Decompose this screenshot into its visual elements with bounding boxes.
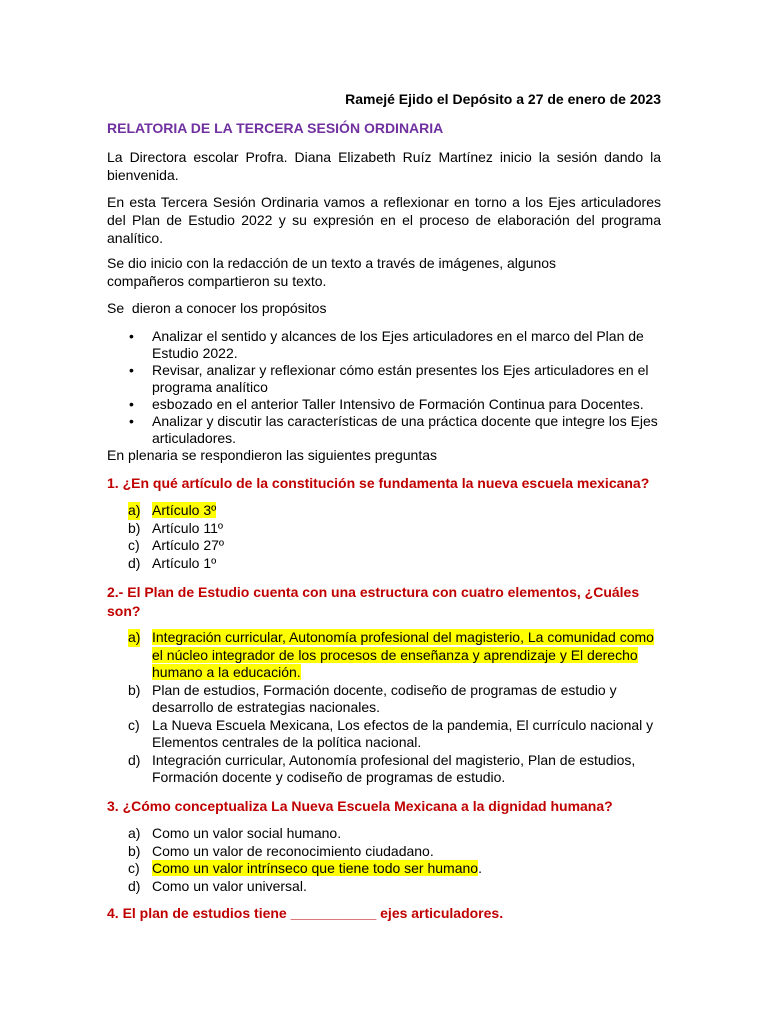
- bullet-icon: •: [129, 413, 134, 429]
- intro-paragraph-3: Se dio inicio con la redacción de un texto a través de imágenes, algunos compañeros compartieron su texto.: [107, 255, 557, 289]
- option-marker: a): [128, 629, 141, 645]
- list-item: • Revisar, analizar y reflexionar cómo están presentes los Ejes articuladores en el programa analítico: [129, 362, 649, 395]
- bullet-icon: •: [129, 328, 134, 344]
- plenary-intro: En plenaria se respondieron las siguientes preguntas: [107, 447, 437, 463]
- document-title: RELATORIA DE LA TERCERA SESIÓN ORDINARIA: [107, 120, 444, 136]
- option-marker: c): [128, 537, 140, 553]
- question-1: 1. ¿En qué artículo de la constitución se fundamenta la nueva escuela mexicana?: [107, 475, 650, 491]
- option-answer-highlighted: Artículo 3º: [152, 502, 217, 518]
- question-2-options: [107, 629, 661, 787]
- intro-paragraph-1: La Directora escolar Profra. Diana Elizabeth Ruíz Martínez inicio la sesión dando la bienvenida.: [107, 149, 661, 183]
- option-marker: a): [128, 502, 141, 518]
- option-marker: b): [128, 519, 141, 536]
- list-item: b) Plan de estudios, Formación docente, codiseño de programas de estudio y desarrollo de estrategias nacionales.: [128, 681, 617, 715]
- option-marker: d): [128, 751, 141, 768]
- option-marker: d): [128, 877, 141, 894]
- purposes-list: [107, 328, 661, 447]
- list-item: b) Artículo 11º: [128, 519, 223, 536]
- list-item: [107, 502, 661, 520]
- option-answer-highlighted: Integración curricular, Autonomía profesional del magisterio, La comunidad como el núcleo integrador de los procesos de enseñanza y aprendizaje y El derecho humano a la educación.: [152, 629, 654, 680]
- option-marker: b): [128, 681, 141, 698]
- list-item: a) Como un valor social humano.: [128, 825, 342, 841]
- option-marker: b): [128, 842, 141, 859]
- question-1-options: [107, 502, 661, 572]
- list-item: d) Integración curricular, Autonomía profesional del magisterio, Plan de estudios, Formación docente y codiseño de programas de estudio.: [128, 751, 636, 785]
- option-marker: a): [128, 825, 141, 841]
- option-marker: c): [128, 860, 140, 876]
- list-item: • esbozado en el anterior Taller Intensivo de Formación Continua para Docentes.: [129, 396, 644, 412]
- question-3-options: [107, 825, 661, 895]
- list-item: c) La Nueva Escuela Mexicana, Los efectos de la pandemia, El currículo nacional y Elementos centrales de la política nacional.: [128, 716, 654, 750]
- option-marker: c): [128, 716, 140, 733]
- question-2: 2.- El Plan de Estudio cuenta con una estructura con cuatro elementos, ¿Cuáles son?: [107, 584, 640, 619]
- bullet-icon: •: [129, 396, 134, 412]
- intro-paragraph-2: En esta Tercera Sesión Ordinaria vamos a reflexionar en torno a los Ejes articuladores del Plan de Estudio 2022 y su expresión en el proceso de elaboración del programa analítico.: [107, 194, 661, 246]
- list-item: [107, 629, 661, 682]
- list-item: c) Artículo 27º: [128, 537, 225, 553]
- question-4: 4. El plan de estudios tiene ___________ ejes articuladores.: [107, 905, 504, 921]
- option-marker: d): [128, 554, 141, 571]
- list-item: d) Como un valor universal.: [128, 877, 307, 894]
- list-item: • Analizar el sentido y alcances de los Ejes articuladores en el marco del Plan de Estudio 2022.: [129, 328, 644, 361]
- question-3: 3. ¿Cómo conceptualiza La Nueva Escuela Mexicana a la dignidad humana?: [107, 798, 613, 814]
- list-item: b) Como un valor de reconocimiento ciudadano.: [128, 842, 434, 859]
- list-item: d) Artículo 1º: [128, 554, 217, 571]
- option-answer-highlighted: Como un valor intrínseco que tiene todo ser humano: [152, 860, 479, 876]
- list-item: • Analizar y discutir las características de una práctica docente que integre los Ejes articuladores.: [129, 413, 658, 446]
- intro-paragraph-4: Se dieron a conocer los propósitos: [107, 300, 327, 316]
- bullet-icon: •: [129, 362, 134, 378]
- list-item: c) Como un valor intrínseco que tiene todo ser humano.: [128, 860, 482, 876]
- date-line: Ramejé Ejido el Depósito a 27 de enero de 2023: [345, 91, 661, 107]
